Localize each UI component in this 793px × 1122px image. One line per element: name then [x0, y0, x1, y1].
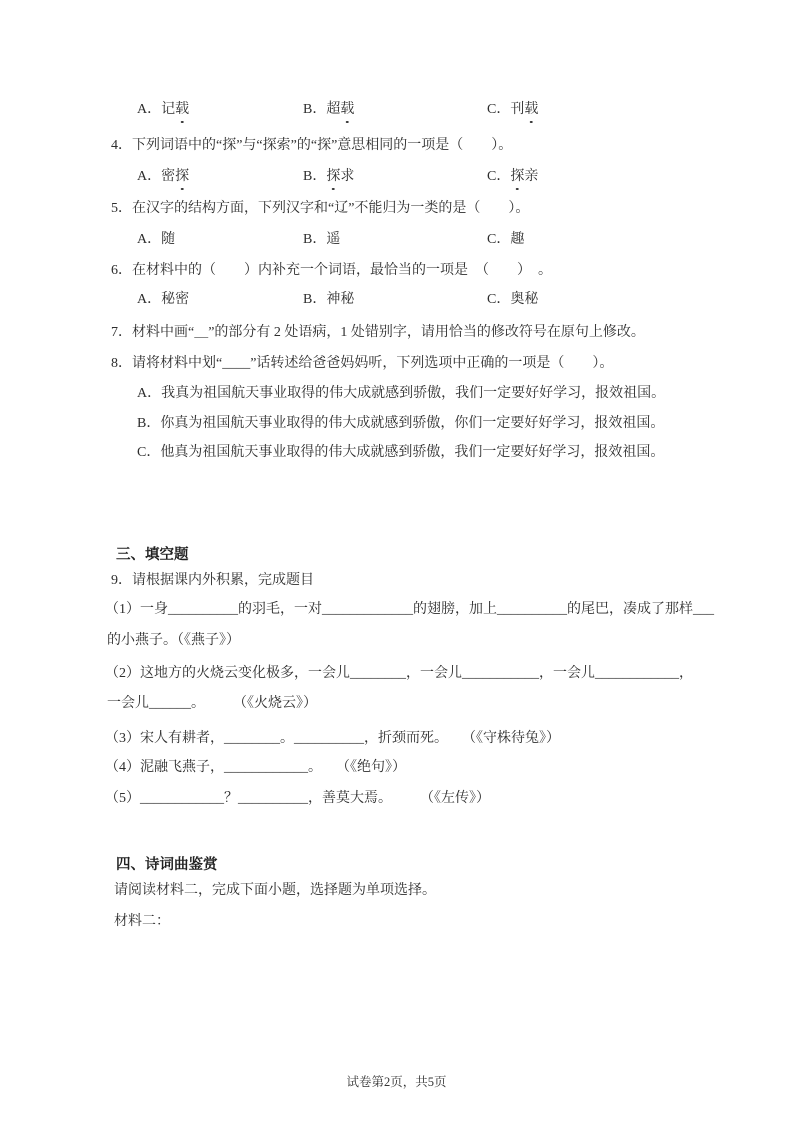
question-9-stem: 9．请根据课内外积累，完成题目	[111, 573, 314, 588]
question-9-blank-5: （5）____________？__________，善莫大焉。 （《左传》）	[105, 791, 490, 806]
question-5-option-b	[303, 230, 340, 250]
emphasized-char: 载	[175, 100, 189, 120]
question-9-blank-1: （1）一身__________的羽毛，一对_____________的翅膀，加上__________的尾巴，凑成了那样___	[105, 602, 714, 617]
option-text: B．遥	[303, 232, 341, 247]
question-8-choice-c: C．他真为祖国航天事业取得的伟大成就感到骄傲，我们一定要好好学习，报效祖国。	[137, 445, 665, 460]
section-3-title: 三、填空题	[116, 547, 189, 563]
question-6-option-b	[303, 290, 354, 310]
section-4-intro: 请阅读材料二，完成下面小题，选择题为单项选择。	[114, 883, 436, 898]
question-7-stem: 7．材料中画“＿”的部分有 2 处语病，1 处错别字，请用恰当的修改符号在原句上修改。	[111, 325, 645, 340]
question-4-option-a	[137, 167, 189, 187]
emphasized-char: 探	[510, 167, 524, 187]
option-text: C．刊	[487, 102, 525, 117]
question-5-stem: 5．在汉字的结构方面，下列汉字和“辽”不能归为一类的是（ ）。	[111, 201, 530, 216]
question-6-option-a	[137, 290, 189, 310]
section-4-title: 四、诗词曲鉴赏	[116, 857, 218, 873]
question-9-blank-1-continued: 的小燕子。（《燕子》）	[107, 633, 240, 648]
question-8-choice-b: B．你真为祖国航天事业取得的伟大成就感到骄傲，你们一定要好好学习，报效祖国。	[137, 416, 665, 431]
question-8-choice-a: A．我真为祖国航天事业取得的伟大成就感到骄傲，我们一定要好好学习，报效祖国。	[137, 386, 666, 401]
question-6-stem: 6．在材料中的（ ）内补充一个词语，最恰当的一项是 （ ） 。	[111, 263, 552, 278]
option-text: B．超	[303, 102, 341, 117]
option-text: C．趣	[487, 232, 525, 247]
option-text: A．秘密	[137, 292, 190, 307]
question-4-stem: 4．下列词语中的“探”与“探索”的“探”意思相同的一项是（ ）。	[111, 138, 513, 153]
question-3-option-b	[303, 100, 354, 120]
question-4-option-c	[487, 167, 538, 187]
option-text: 亲	[524, 169, 539, 184]
question-3-option-c	[487, 100, 538, 120]
option-text: C．	[487, 169, 511, 184]
question-5-option-c	[487, 230, 524, 250]
question-6-option-c	[487, 290, 538, 310]
question-4-options-row	[137, 167, 737, 187]
option-text: A．密	[137, 169, 176, 184]
question-3-option-a	[137, 100, 189, 120]
question-9-blank-3: （3）宋人有耕者，________。__________，折颈而死。 （《守株待兔》）	[105, 731, 560, 746]
page-footer: 试卷第2页，共5页	[346, 1075, 447, 1089]
question-3-options-row	[137, 100, 737, 120]
material-2-label: 材料二：	[114, 914, 170, 929]
option-text: 求	[340, 169, 355, 184]
question-9-blank-4: （4）泥融飞燕子，____________。 （《绝句》）	[105, 760, 406, 775]
question-9-blank-2: （2）这地方的火烧云变化极多，一会儿________，一会儿___________，一会儿____________，	[105, 666, 693, 681]
option-text: B．神秘	[303, 292, 355, 307]
option-text: A．随	[137, 232, 176, 247]
emphasized-char: 载	[524, 100, 538, 120]
option-text: A．记	[137, 102, 176, 117]
option-text: C．奥秘	[487, 292, 539, 307]
question-9-blank-2-continued: 一会儿______。 （《火烧云》）	[107, 696, 317, 711]
question-5-options-row	[137, 230, 737, 250]
question-6-options-row	[137, 290, 737, 310]
option-text: B．	[303, 169, 327, 184]
emphasized-char: 探	[326, 167, 340, 187]
emphasized-char: 探	[175, 167, 189, 187]
question-5-option-a	[137, 230, 175, 250]
emphasized-char: 载	[340, 100, 354, 120]
question-4-option-b	[303, 167, 354, 187]
question-8-stem: 8．请将材料中划“____”话转述给爸爸妈妈听，下列选项中正确的一项是（ ）。	[111, 356, 614, 371]
